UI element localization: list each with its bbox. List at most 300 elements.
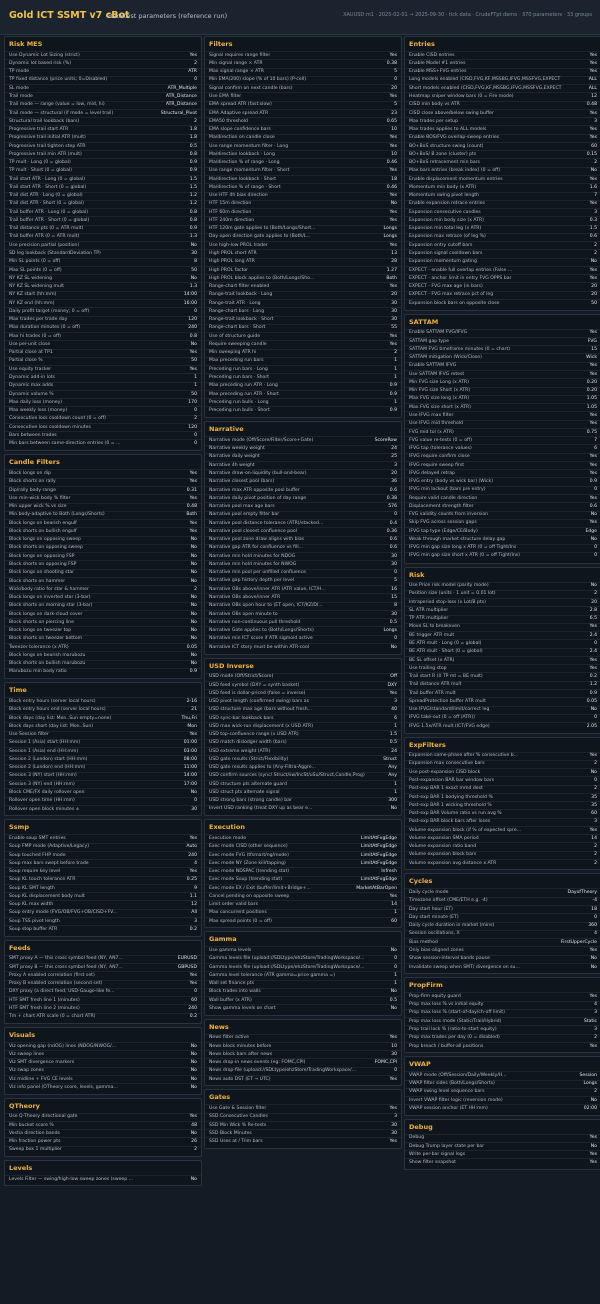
param-row: [405, 101, 600, 109]
param-name: Signal requires range filter: [209, 52, 271, 58]
param-value: 20: [391, 85, 397, 91]
param-row: [405, 345, 600, 353]
param-name: Volume expansion SMA period: [409, 835, 479, 841]
param-name: HTF 15m direction: [209, 201, 252, 207]
param-value: Yes: [589, 60, 597, 66]
param-row: [5, 788, 201, 796]
param-name: Trail distance pts (0 = ATR mult): [9, 226, 84, 232]
param-row: [5, 59, 201, 67]
param-name: Min upper wick % vs size: [9, 504, 67, 510]
param-row: [205, 618, 401, 626]
param-value: Yes: [589, 624, 597, 630]
param-name: Trail buffer ATR · Short (0 = global): [9, 217, 90, 223]
param-name: High PROL short ATR: [209, 251, 257, 257]
param-row: [205, 1067, 401, 1075]
param-value: Yes: [389, 193, 397, 199]
group-title: USD Inverse: [209, 661, 254, 670]
param-value: Yes: [589, 421, 597, 427]
param-value: DXY: [387, 682, 397, 688]
param-name: Enable CISD entries: [409, 52, 455, 58]
param-row: [205, 373, 401, 381]
param-row: [205, 643, 401, 651]
param-row: [5, 900, 201, 908]
param-row: [405, 842, 600, 850]
group-title: Levels: [9, 1164, 33, 1173]
param-name: Day start hour (ET): [409, 906, 453, 912]
param-value: Yes: [389, 143, 397, 149]
param-name: USD match dislodger width (bars): [209, 740, 287, 746]
param-value: 4: [194, 860, 197, 866]
group-ssmp: [4, 819, 202, 936]
param-value: No: [390, 201, 397, 207]
param-row: [405, 1042, 600, 1050]
param-name: Enable soup SMT entries: [9, 836, 66, 841]
param-row: [405, 225, 600, 233]
param-row: [205, 125, 401, 133]
param-row: [5, 714, 201, 722]
param-row: [5, 340, 201, 348]
param-value: 2: [594, 591, 597, 597]
param-name: EXPECT - FVG max age (in bars): [409, 284, 483, 290]
param-name: Volume expansion ratio band: [409, 844, 477, 850]
param-name: Narrative mode (Off/Score/Filter/Score+Gate): [209, 437, 314, 443]
param-name: IFVG entry (body vs wick bar) (Wick): [409, 479, 493, 485]
param-name: Narrative draw-on-liquidity (bull-and-bear): [209, 471, 307, 477]
group-title: Debug: [409, 1122, 433, 1131]
param-name: HTF 60m direction: [209, 209, 252, 215]
param-value: 120: [188, 317, 197, 323]
param-row: [205, 635, 401, 643]
param-value: 0.2: [189, 926, 197, 932]
param-row: [405, 818, 600, 826]
param-row: [5, 577, 201, 585]
param-row: [5, 544, 201, 552]
param-row: [205, 560, 401, 568]
param-row: [405, 403, 600, 411]
param-value: No: [190, 1084, 197, 1090]
param-row: [205, 892, 401, 900]
param-row: [5, 585, 201, 593]
param-name: FVG validity counts from inversion: [409, 512, 489, 518]
param-name: Min fraction power pts: [9, 1139, 61, 1145]
param-value: LimitAtFvgEdge: [360, 844, 397, 850]
param-row: [205, 84, 401, 92]
param-name: Block shorts on piercing line: [9, 619, 74, 625]
param-row: [5, 552, 201, 560]
param-name: SSD Block Minutes: [209, 1130, 252, 1136]
param-name: IFVG min gap size long x ATR (0 = off Tight/Ins: [409, 545, 517, 551]
param-row: [5, 1050, 201, 1058]
param-value: 28: [391, 259, 397, 265]
param-name: Dynamic lot based risk (%): [9, 60, 72, 66]
param-name: Exec mode CISD (other sequence): [209, 844, 288, 850]
param-name: USD pivot length (confirmed swing) bars as: [209, 699, 309, 705]
param-row: [205, 569, 401, 577]
param-value: 30: [391, 317, 397, 323]
param-row: [405, 241, 600, 249]
param-value: 14: [391, 902, 397, 908]
param-name: Trail mode: [9, 93, 33, 99]
param-name: Ma/direction on candle close: [209, 135, 275, 141]
param-name: Block shorts on opposing FSP: [9, 562, 77, 567]
param-name: Soup touched FHP mode: [9, 852, 66, 858]
param-value: 9: [194, 885, 197, 891]
param-name: USD mode (Off/Strict/Score): [209, 674, 274, 680]
param-row: [5, 76, 201, 84]
param-value: 0: [194, 77, 197, 83]
param-name: Block longs on dark-cloud cover: [9, 611, 83, 617]
param-value: 3: [594, 209, 597, 215]
param-name: Volume expansion block bars: [409, 852, 477, 858]
param-row: [205, 755, 401, 763]
param-value: Yes: [589, 69, 597, 75]
param-value: No: [190, 636, 197, 642]
param-value: 0.20: [586, 379, 597, 385]
param-name: Narrative daily weight: [209, 454, 260, 460]
param-row: [205, 453, 401, 461]
param-row: [205, 225, 401, 233]
param-name: Viz sweep lines: [9, 1051, 45, 1057]
param-name: Enable SATTAM FVG/IFVG: [409, 330, 468, 336]
param-name: BE trigger ATR mult: [409, 632, 455, 638]
param-value: FOMC,CPI: [374, 1060, 397, 1066]
param-row: [405, 722, 600, 730]
param-name: IFVG require sweep first: [409, 462, 465, 468]
param-value: All: [191, 910, 197, 916]
param-row: [205, 626, 401, 634]
param-value: -4: [592, 898, 597, 904]
param-name: Expansion signal cooldown bars: [409, 251, 483, 257]
param-row: [405, 183, 600, 191]
param-name: Session 1 (Asia) end (HH:mm): [9, 748, 79, 754]
param-name: Block shorts on tweezer bottom: [9, 636, 83, 642]
param-value: 2: [594, 160, 597, 166]
param-row: [205, 730, 401, 738]
param-value: 3: [394, 1114, 397, 1120]
param-row: [405, 519, 600, 527]
param-value: 1.6: [589, 184, 597, 190]
param-name: Tweezer tolerance (x ATR): [9, 644, 69, 650]
param-value: 0: [594, 553, 597, 559]
param-name: Range-trait ATR · Long: [209, 300, 261, 306]
param-value: 50: [191, 391, 197, 397]
param-value: Mon: [187, 723, 197, 729]
param-value: 7: [594, 437, 597, 443]
param-name: TP ATR multiplier: [409, 616, 449, 622]
param-name: Heatmap sniper window bars (0 = Fire mode): [409, 93, 514, 99]
param-name: SSD Uses at / Trim bars: [209, 1139, 263, 1145]
param-name: Soup stop buffer ATR: [9, 926, 58, 932]
param-name: Expansion same-phase after % consecutive b...: [409, 753, 519, 759]
param-value: No: [190, 341, 197, 347]
param-row: [405, 353, 600, 361]
param-name: IFVG min lockout (bars pre entry): [409, 487, 486, 493]
param-row: [205, 527, 401, 535]
param-row: [405, 150, 600, 158]
param-name: Block longs on tweezer top: [9, 628, 72, 634]
param-value: 50: [591, 300, 597, 306]
param-name: Displacement strength filter: [409, 503, 474, 509]
param-row: [5, 373, 201, 381]
param-name: Marubozu min body ratio: [9, 669, 67, 675]
param-name: Vestia direction bands: [9, 1130, 60, 1136]
param-value: No: [190, 1076, 197, 1082]
param-row: [405, 1158, 600, 1166]
param-name: Min FVG size Short (x ATR): [409, 388, 471, 394]
param-value: 2: [594, 852, 597, 858]
param-value: No: [390, 1005, 397, 1011]
param-value: Structural_Pivot: [160, 110, 197, 116]
param-value: 3: [394, 462, 397, 468]
param-value: 24: [391, 446, 397, 452]
param-row: [205, 780, 401, 788]
param-value: 11:00: [183, 765, 197, 771]
param-row: [205, 307, 401, 315]
param-value: Static: [583, 1018, 597, 1024]
param-name: Max trades per setup: [409, 118, 458, 124]
param-row: [205, 274, 401, 282]
param-row: [205, 183, 401, 191]
param-name: Weak through market structure delay gap: [409, 536, 506, 542]
param-value: 10: [391, 151, 397, 157]
param-value: 0.9: [389, 391, 397, 397]
param-row: [405, 552, 600, 560]
param-value: Any: [388, 773, 397, 779]
param-row: [5, 876, 201, 884]
param-name: Use SATTAM IFVG retest: [409, 371, 465, 377]
param-name: Use trailing stop: [409, 665, 447, 671]
param-value: 14:00: [183, 292, 197, 298]
param-row: [5, 158, 201, 166]
param-value: No: [590, 956, 597, 962]
param-row: [405, 249, 600, 257]
param-value: 1: [394, 972, 397, 978]
group-title: PropFirm: [409, 981, 443, 990]
param-row: [205, 299, 401, 307]
param-row: [205, 1113, 401, 1121]
param-row: [5, 1137, 201, 1145]
param-value: 0: [194, 798, 197, 804]
group-sattam: [404, 314, 600, 564]
param-name: Use per-unit close: [9, 341, 51, 347]
param-value: Both: [186, 512, 197, 518]
param-name: Exec mode EX / Exit (buffer/limit+Bridge+...: [209, 885, 311, 891]
param-row: [5, 996, 201, 1004]
param-row: [5, 1067, 201, 1075]
param-name: Ma/direction lookback · Long: [209, 151, 275, 157]
param-row: [5, 92, 201, 100]
param-row: [5, 739, 201, 747]
param-value: Yes: [589, 267, 597, 273]
param-value: 0.5: [389, 740, 397, 746]
param-name: Expansion consecutive candles: [409, 209, 481, 215]
param-value: 1.5: [189, 184, 197, 190]
param-value: 21: [191, 707, 197, 713]
param-name: News auto DST (ET → UTC): [209, 1076, 271, 1082]
param-name: BE SL offset (x ATR): [409, 657, 455, 663]
param-value: 0.9: [189, 669, 197, 675]
param-row: [5, 486, 201, 494]
param-row: [5, 51, 201, 59]
param-row: [5, 1121, 201, 1129]
param-name: CISD close above/below swing buffer: [409, 110, 494, 116]
param-value: No: [190, 562, 197, 567]
param-name: Use Q-Theory directional gate: [9, 1114, 78, 1120]
param-value: No: [590, 168, 597, 174]
param-name: Debug: [409, 1135, 425, 1141]
param-value: 0: [594, 545, 597, 551]
param-value: 2: [194, 1147, 197, 1153]
param-value: Yes: [189, 350, 197, 356]
param-row: [405, 299, 600, 307]
param-value: Yes: [589, 1135, 597, 1141]
param-row: [5, 859, 201, 867]
param-name: Wall buffer (x ATR): [209, 997, 252, 1003]
param-value: 1.2: [189, 193, 197, 199]
param-value: No: [590, 707, 597, 713]
param-value: 1.27: [386, 267, 397, 273]
param-value: Yes: [389, 168, 397, 174]
param-value: No: [390, 806, 397, 812]
param-value: 1: [394, 981, 397, 987]
param-name: Soup KL max width: [9, 902, 54, 908]
param-name: Block trades into walls: [209, 989, 261, 995]
param-value: 2: [194, 118, 197, 124]
param-name: Session 1 (Asia) start (HH:mm): [9, 740, 81, 746]
param-value: 6: [394, 715, 397, 721]
param-row: [205, 134, 401, 142]
param-name: Rollover open time (HH:mm): [9, 798, 75, 804]
param-row: [5, 884, 201, 892]
param-row: [5, 478, 201, 486]
param-name: Use range momentum filter · Long: [209, 143, 289, 149]
group-title: Feeds: [9, 943, 31, 952]
param-value: Yes: [189, 972, 197, 978]
param-row: [205, 357, 401, 365]
param-value: 2: [594, 1089, 597, 1095]
param-row: [405, 930, 600, 938]
group-filters: [204, 36, 402, 418]
param-name: Block longs on bearish engulf: [9, 520, 77, 526]
param-value: 12: [591, 93, 597, 99]
param-value: 1: [394, 789, 397, 795]
param-value: No: [190, 1043, 197, 1049]
param-name: Use precision partial (position): [9, 242, 80, 248]
param-value: Edge: [585, 528, 597, 534]
param-name: Dynamic add-in lots: [9, 375, 55, 380]
param-value: Yes: [589, 127, 597, 133]
param-name: TP mult · Short (0 = global): [9, 168, 72, 174]
param-row: [405, 785, 600, 793]
report-subtitle: Backtest parameters (reference run): [108, 12, 228, 20]
param-row: [5, 602, 201, 610]
param-row: [205, 167, 401, 175]
param-row: [405, 436, 600, 444]
param-name: Bars between trades: [9, 432, 57, 438]
param-row: [205, 51, 401, 59]
param-row: [5, 382, 201, 390]
param-value: Yes: [389, 1139, 397, 1145]
param-value: 0.31: [186, 487, 197, 493]
param-row: [205, 722, 401, 730]
param-name: Rollover open block minutes ±: [9, 806, 80, 812]
param-row: [405, 258, 600, 266]
param-value: Yes: [589, 412, 597, 418]
param-value: 0.38: [386, 495, 397, 501]
param-value: 0: [594, 914, 597, 920]
param-name: SATTAM gap type: [409, 338, 449, 344]
param-name: USD confirm sources (sync/ Struct/sw/IncSt/uSu/Struct,Candle,Prog): [209, 773, 365, 779]
param-row: [5, 316, 201, 324]
param-value: 30: [191, 251, 197, 257]
param-row: [205, 502, 401, 510]
param-row: [405, 826, 600, 834]
param-row: [405, 109, 600, 117]
param-value: 20: [591, 599, 597, 605]
param-row: [5, 291, 201, 299]
param-value: 2: [594, 242, 597, 248]
param-row: [405, 1142, 600, 1150]
param-value: 0.48: [186, 504, 197, 510]
param-row: [5, 208, 201, 216]
param-name: Range-chart bars · Long: [209, 308, 265, 314]
param-name: USD structure max age (bars without fresh...: [209, 707, 312, 713]
param-row: [5, 415, 201, 423]
param-name: Block shorts on morning star (3-bar): [9, 603, 93, 609]
group-gamma: [204, 931, 402, 1015]
param-row: [405, 752, 600, 760]
param-name: IFVG tap (tolerance values): [409, 446, 472, 452]
param-name: News drop-in news events (eg: FOMC,CPI): [209, 1060, 306, 1066]
param-value: ALL: [588, 77, 597, 83]
param-name: Post-exp BAR 1 wicking threshold %: [409, 802, 492, 808]
param-value: Longs: [383, 226, 397, 232]
param-value: 0.2: [589, 674, 597, 680]
param-row: [405, 282, 600, 290]
group-visuals: [4, 1027, 202, 1095]
param-row: [405, 768, 600, 776]
param-value: 1: [394, 910, 397, 916]
param-name: Post-exp BAR Volume ratio vs run avg %: [409, 811, 502, 817]
param-value: 60: [391, 918, 397, 924]
param-name: Narrative min ICT score if ATR sigmoid active: [209, 636, 313, 642]
param-row: [5, 536, 201, 544]
param-row: [5, 593, 201, 601]
param-row: [205, 552, 401, 560]
param-row: [205, 175, 401, 183]
param-name: Viz opening gap (ndOG) lines (NDOG/NWOG/...: [9, 1043, 117, 1049]
param-value: 0: [594, 487, 597, 493]
param-name: Day open direction gate applies to (Both/L...: [209, 234, 311, 240]
param-row: [205, 258, 401, 266]
param-name: USD struct pts alternate signal: [209, 789, 280, 795]
param-value: 0.9: [189, 226, 197, 232]
param-name: IFVG take-out (0 = off (ATR)): [409, 715, 475, 721]
param-name: Narrative pool zone draw aligns with bias: [209, 537, 305, 543]
param-row: [205, 478, 401, 486]
param-name: HTF 240m direction: [209, 217, 255, 223]
param-name: Momentum min body (x ATR): [409, 184, 477, 190]
param-value: 0.38: [386, 60, 397, 66]
param-value: 0: [394, 1068, 397, 1074]
param-row: [5, 84, 201, 92]
param-row: [405, 1034, 600, 1042]
param-row: [405, 502, 600, 510]
param-name: USD gate results (Strict/Flexibility): [209, 756, 289, 762]
param-row: [205, 92, 401, 100]
param-name: Block longs on dip: [9, 471, 51, 477]
param-value: 1.2: [589, 682, 597, 688]
